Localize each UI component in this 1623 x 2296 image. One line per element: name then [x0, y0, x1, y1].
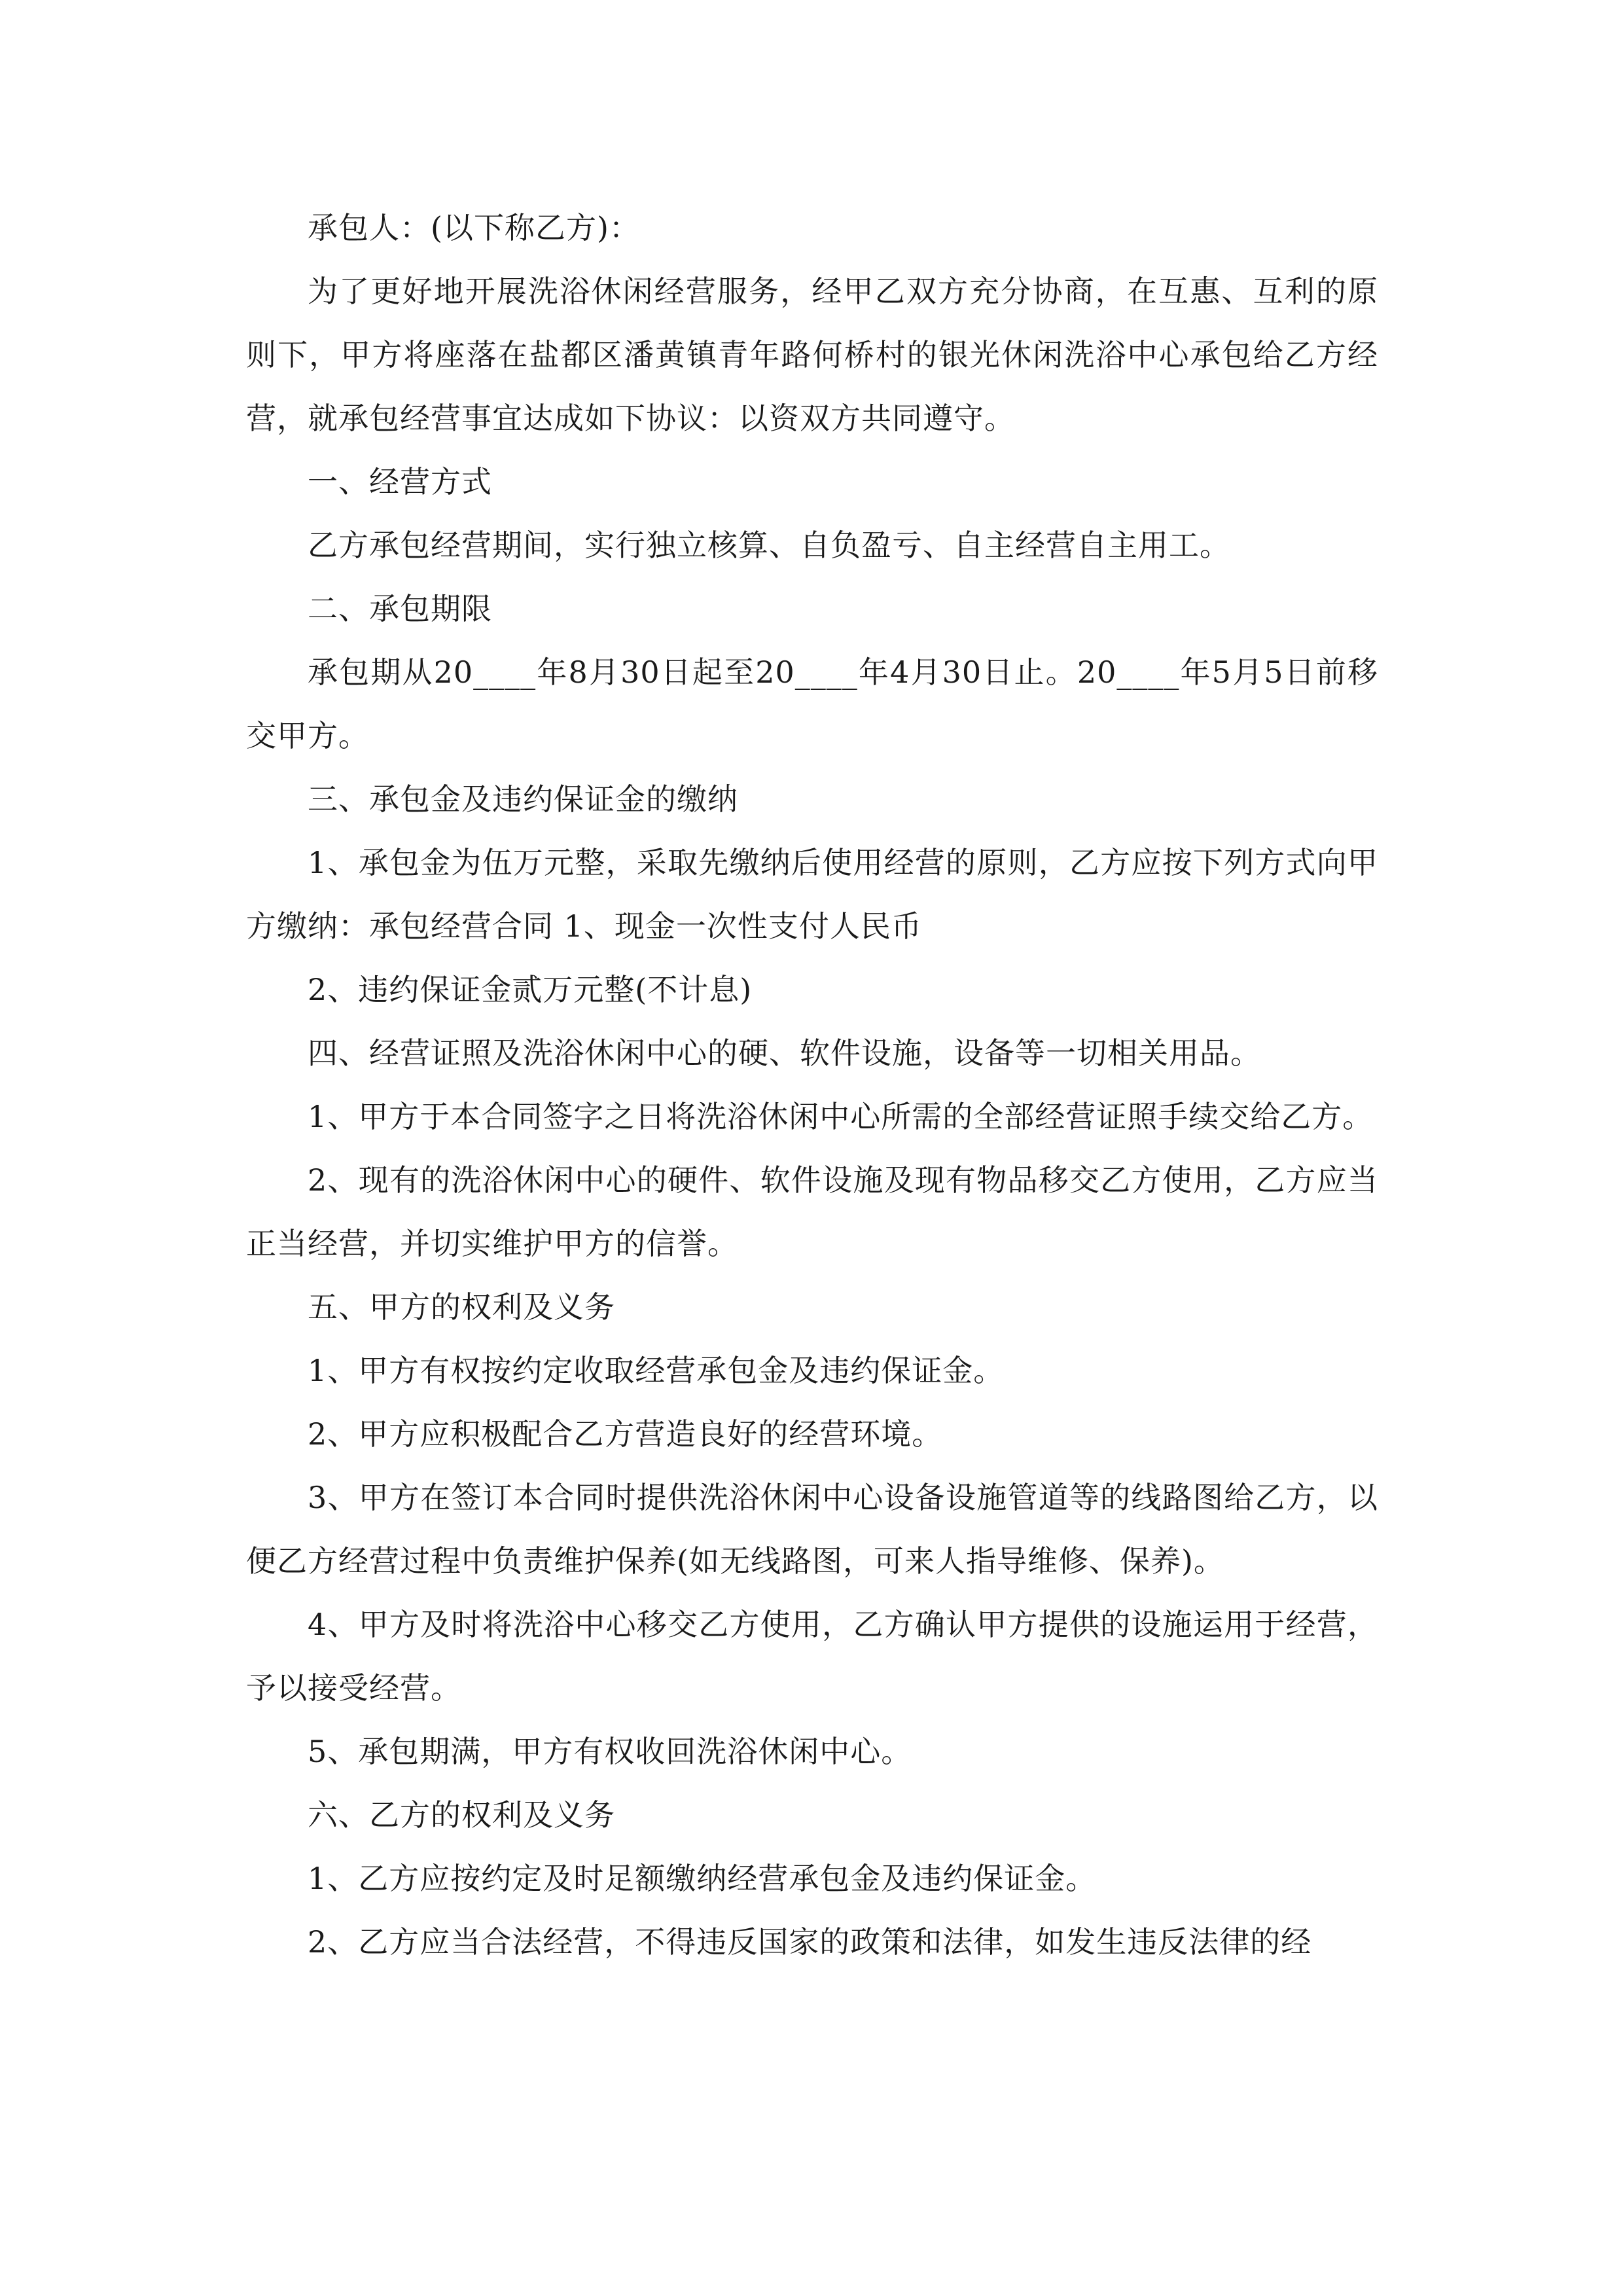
section-3-item-1: 1、承包金为伍万元整，采取先缴纳后使用经营的原则，乙方应按下列方式向甲方缴纳：承包经营合同 1、现金一次性支付人民币: [246, 845, 1378, 944]
section-5-item-1: 1、甲方有权按约定收取经营承包金及违约保证金。: [308, 1353, 1005, 1388]
section-5-item-5: 5、承包期满，甲方有权收回洗浴休闲中心。: [308, 1734, 912, 1769]
section-heading-2: 二、承包期限: [308, 591, 492, 626]
section-6-item-2: 2、乙方应当合法经营，不得违反国家的政策和法律，如发生违反法律的经: [308, 1924, 1312, 1960]
section-heading-5: 五、甲方的权利及义务: [308, 1289, 615, 1325]
section-5-item-2: 2、甲方应积极配合乙方营造良好的经营环境。: [308, 1416, 943, 1452]
contract-body: [246, 196, 1378, 1974]
section-2-paragraph: 承包期从20____年8月30日起至20____年4月30日止。20____年5月5日前移交甲方。: [246, 655, 1378, 753]
section-heading-6: 六、乙方的权利及义务: [308, 1797, 615, 1833]
section-5-item-4: 4、甲方及时将洗浴中心移交乙方使用，乙方确认甲方提供的设施运用于经营，予以接受经营。: [246, 1607, 1378, 1706]
section-4-item-1: 1、甲方于本合同签字之日将洗浴休闲中心所需的全部经营证照手续交给乙方。: [308, 1099, 1374, 1134]
contractor-line: 承包人：(以下称乙方)：: [308, 210, 640, 245]
preamble-paragraph: 为了更好地开展洗浴休闲经营服务，经甲乙双方充分协商，在互惠、互利的原则下，甲方将座落在盐都区潘黄镇青年路何桥村的银光休闲洗浴中心承包给乙方经营，就承包经营事宜达成如下协议：以资双方共同遵守。: [246, 274, 1378, 436]
section-6-item-1: 1、乙方应按约定及时足额缴纳经营承包金及违约保证金。: [308, 1861, 1097, 1896]
section-1-paragraph: 乙方承包经营期间，实行独立核算、自负盈亏、自主经营自主用工。: [308, 528, 1230, 563]
section-5-item-3: 3、甲方在签订本合同时提供洗浴休闲中心设备设施管道等的线路图给乙方，以便乙方经营过程中负责维护保养(如无线路图，可来人指导维修、保养)。: [246, 1480, 1378, 1579]
section-heading-4: 四、经营证照及洗浴休闲中心的硬、软件设施，设备等一切相关用品。: [308, 1035, 1261, 1071]
section-heading-3: 三、承包金及违约保证金的缴纳: [308, 781, 738, 817]
section-heading-1: 一、经营方式: [308, 464, 492, 499]
section-3-item-2: 2、违约保证金贰万元整(不计息): [308, 972, 753, 1007]
section-4-item-2: 2、现有的洗浴休闲中心的硬件、软件设施及现有物品移交乙方使用，乙方应当正当经营，并切实维护甲方的信誉。: [246, 1162, 1378, 1261]
